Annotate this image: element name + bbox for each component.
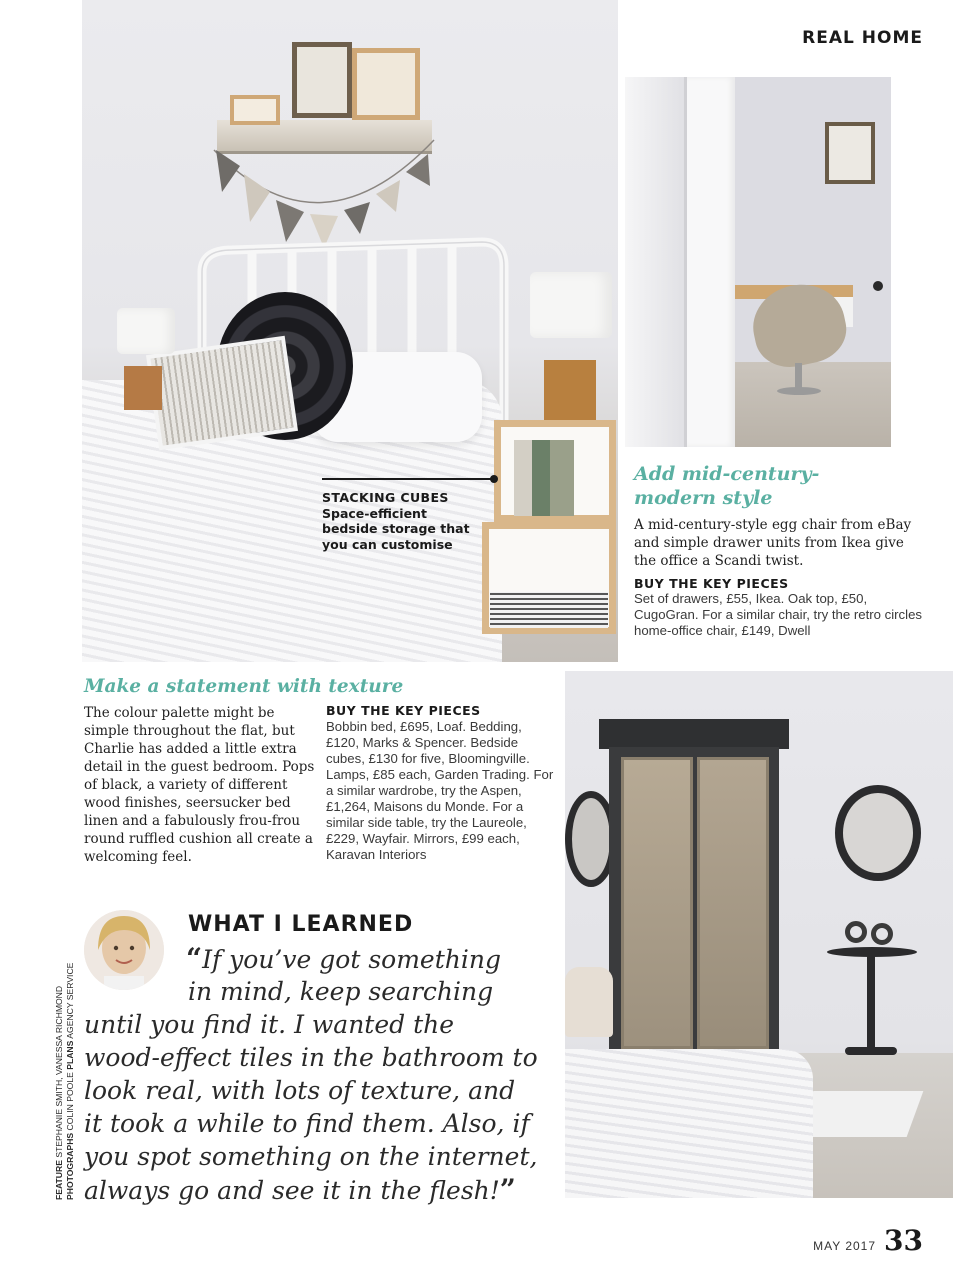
callout-text: Space-efficient bedside storage that you can customise [322, 505, 470, 552]
quote-line-2: in mind, keep searching [188, 977, 494, 1006]
sketch-frame [825, 122, 875, 184]
avatar [84, 910, 164, 990]
office-buy-heading: BUY THE KEY PIECES [634, 576, 789, 591]
open-quote-mark: “ [186, 942, 203, 975]
page-number: 33 [884, 1224, 923, 1257]
door-frame [625, 77, 687, 447]
quote-line-3: until you find it. I wanted the [84, 1010, 455, 1039]
quote-line-1 [186, 942, 501, 976]
picture-frame [292, 42, 352, 118]
texture-buy [326, 703, 556, 863]
texture-body: The colour palette might be simple throughout the flat, but Charlie has added a little extra detail in the guest bedroom. Pops of black, a variety of different wood finishes, seersucker bed linen and a fabulously frou-frou round ruffled cushion all create a welcoming feel. [84, 705, 315, 865]
chair-base [777, 387, 821, 395]
callout-dot [490, 475, 498, 483]
office-heading-line1: Add mid-century- [634, 463, 820, 485]
credits-line-1 [54, 963, 65, 1200]
quote-line-6: it took a while to find them. Also, if [84, 1109, 530, 1138]
office-heading-line2: modern style [634, 487, 773, 509]
door-edge [687, 77, 735, 447]
quote-line-5: look real, with lots of texture, and [84, 1076, 516, 1105]
quote-line-4: wood-effect tiles in the bathroom to [84, 1043, 538, 1072]
lamp-shade-left [117, 308, 175, 354]
decor-rings [845, 921, 867, 943]
wardrobe-cornice [599, 719, 789, 749]
rug [797, 1091, 924, 1137]
credits-feature-label: FEATURE [54, 1160, 64, 1200]
callout-title: STACKING CUBES [322, 490, 449, 505]
quote-line-7: you spot something on the internet, [84, 1142, 538, 1171]
hallway-floor [735, 362, 891, 447]
texture-heading: Make a statement with texture [84, 676, 404, 697]
books [514, 440, 574, 516]
portrait-illustration [84, 910, 164, 990]
office-body: A mid-century-style egg chair from eBay and simple drawer units from Ikea give the office a Scandi twist. [634, 517, 912, 569]
callout-line [322, 478, 494, 480]
photo-credits [54, 963, 75, 1200]
folio [813, 1224, 923, 1257]
lamp-shade-right [530, 272, 612, 338]
credits-photos-label: PHOTOGRAPHS [64, 1132, 75, 1200]
shelf-cube-small [230, 95, 280, 125]
texture-buy-heading: BUY THE KEY PIECES [326, 703, 481, 718]
photo-office [625, 77, 891, 447]
what-i-learned-title: WHAT I LEARNED [188, 912, 414, 937]
credits-photos-text: COLIN POOLE [64, 1072, 75, 1131]
door-knob [873, 281, 883, 291]
shelf-cube [352, 48, 420, 120]
quote-line-8 [84, 1173, 516, 1207]
office-buy-text: Set of drawers, £55, Ikea. Oak top, £50, CugoGran. For a similar chair, try the retro circles home-office chair, £149, Dwell [634, 591, 923, 638]
credits-feature-text: STEPHANIE SMITH, VANESSA RICHMOND [54, 985, 64, 1158]
armchair [565, 967, 613, 1037]
section-label: REAL HOME [802, 28, 923, 48]
texture-buy-text: Bobbin bed, £695, Loaf. Bedding, £120, Marks & Spencer. Bedside cubes, £130 for five, Bloomingville. Lamps, £85 each, Garden Trading. For a similar wardrobe, try the Aspen, £1,264, Maisons du Monde. For a similar side table, try the Laureole, £229, Wayfair. Mirrors, £99 each, Karavan Interiors [326, 719, 554, 862]
wardrobe-door-right [697, 757, 769, 1049]
lamp-base-left [124, 366, 162, 410]
credits-line-2 [65, 963, 76, 1200]
quote-line-1-text: If you’ve got something [202, 945, 501, 974]
mirror-right [835, 785, 921, 881]
stacking-cubes-callout [322, 490, 482, 552]
office-caption [634, 462, 926, 639]
decor-rings-2 [871, 923, 893, 945]
magazines [490, 592, 608, 628]
office-heading [634, 462, 926, 510]
wardrobe-door-left [621, 757, 693, 1049]
close-quote-mark: ” [499, 1173, 516, 1206]
photo-wardrobe [565, 671, 953, 1198]
credits-plans-text: AGENCY SERVICE [64, 962, 75, 1039]
issue-date: MAY 2017 [813, 1239, 877, 1253]
credits-plans-label: PLANS [64, 1040, 75, 1070]
side-table-leg [867, 955, 875, 1051]
bed-duvet [565, 1049, 813, 1198]
lamp-base-right [544, 360, 596, 420]
quote-line-8-text: always go and see it in the flesh! [84, 1176, 500, 1205]
side-table-base [845, 1047, 897, 1055]
photo-bedroom [82, 0, 618, 662]
